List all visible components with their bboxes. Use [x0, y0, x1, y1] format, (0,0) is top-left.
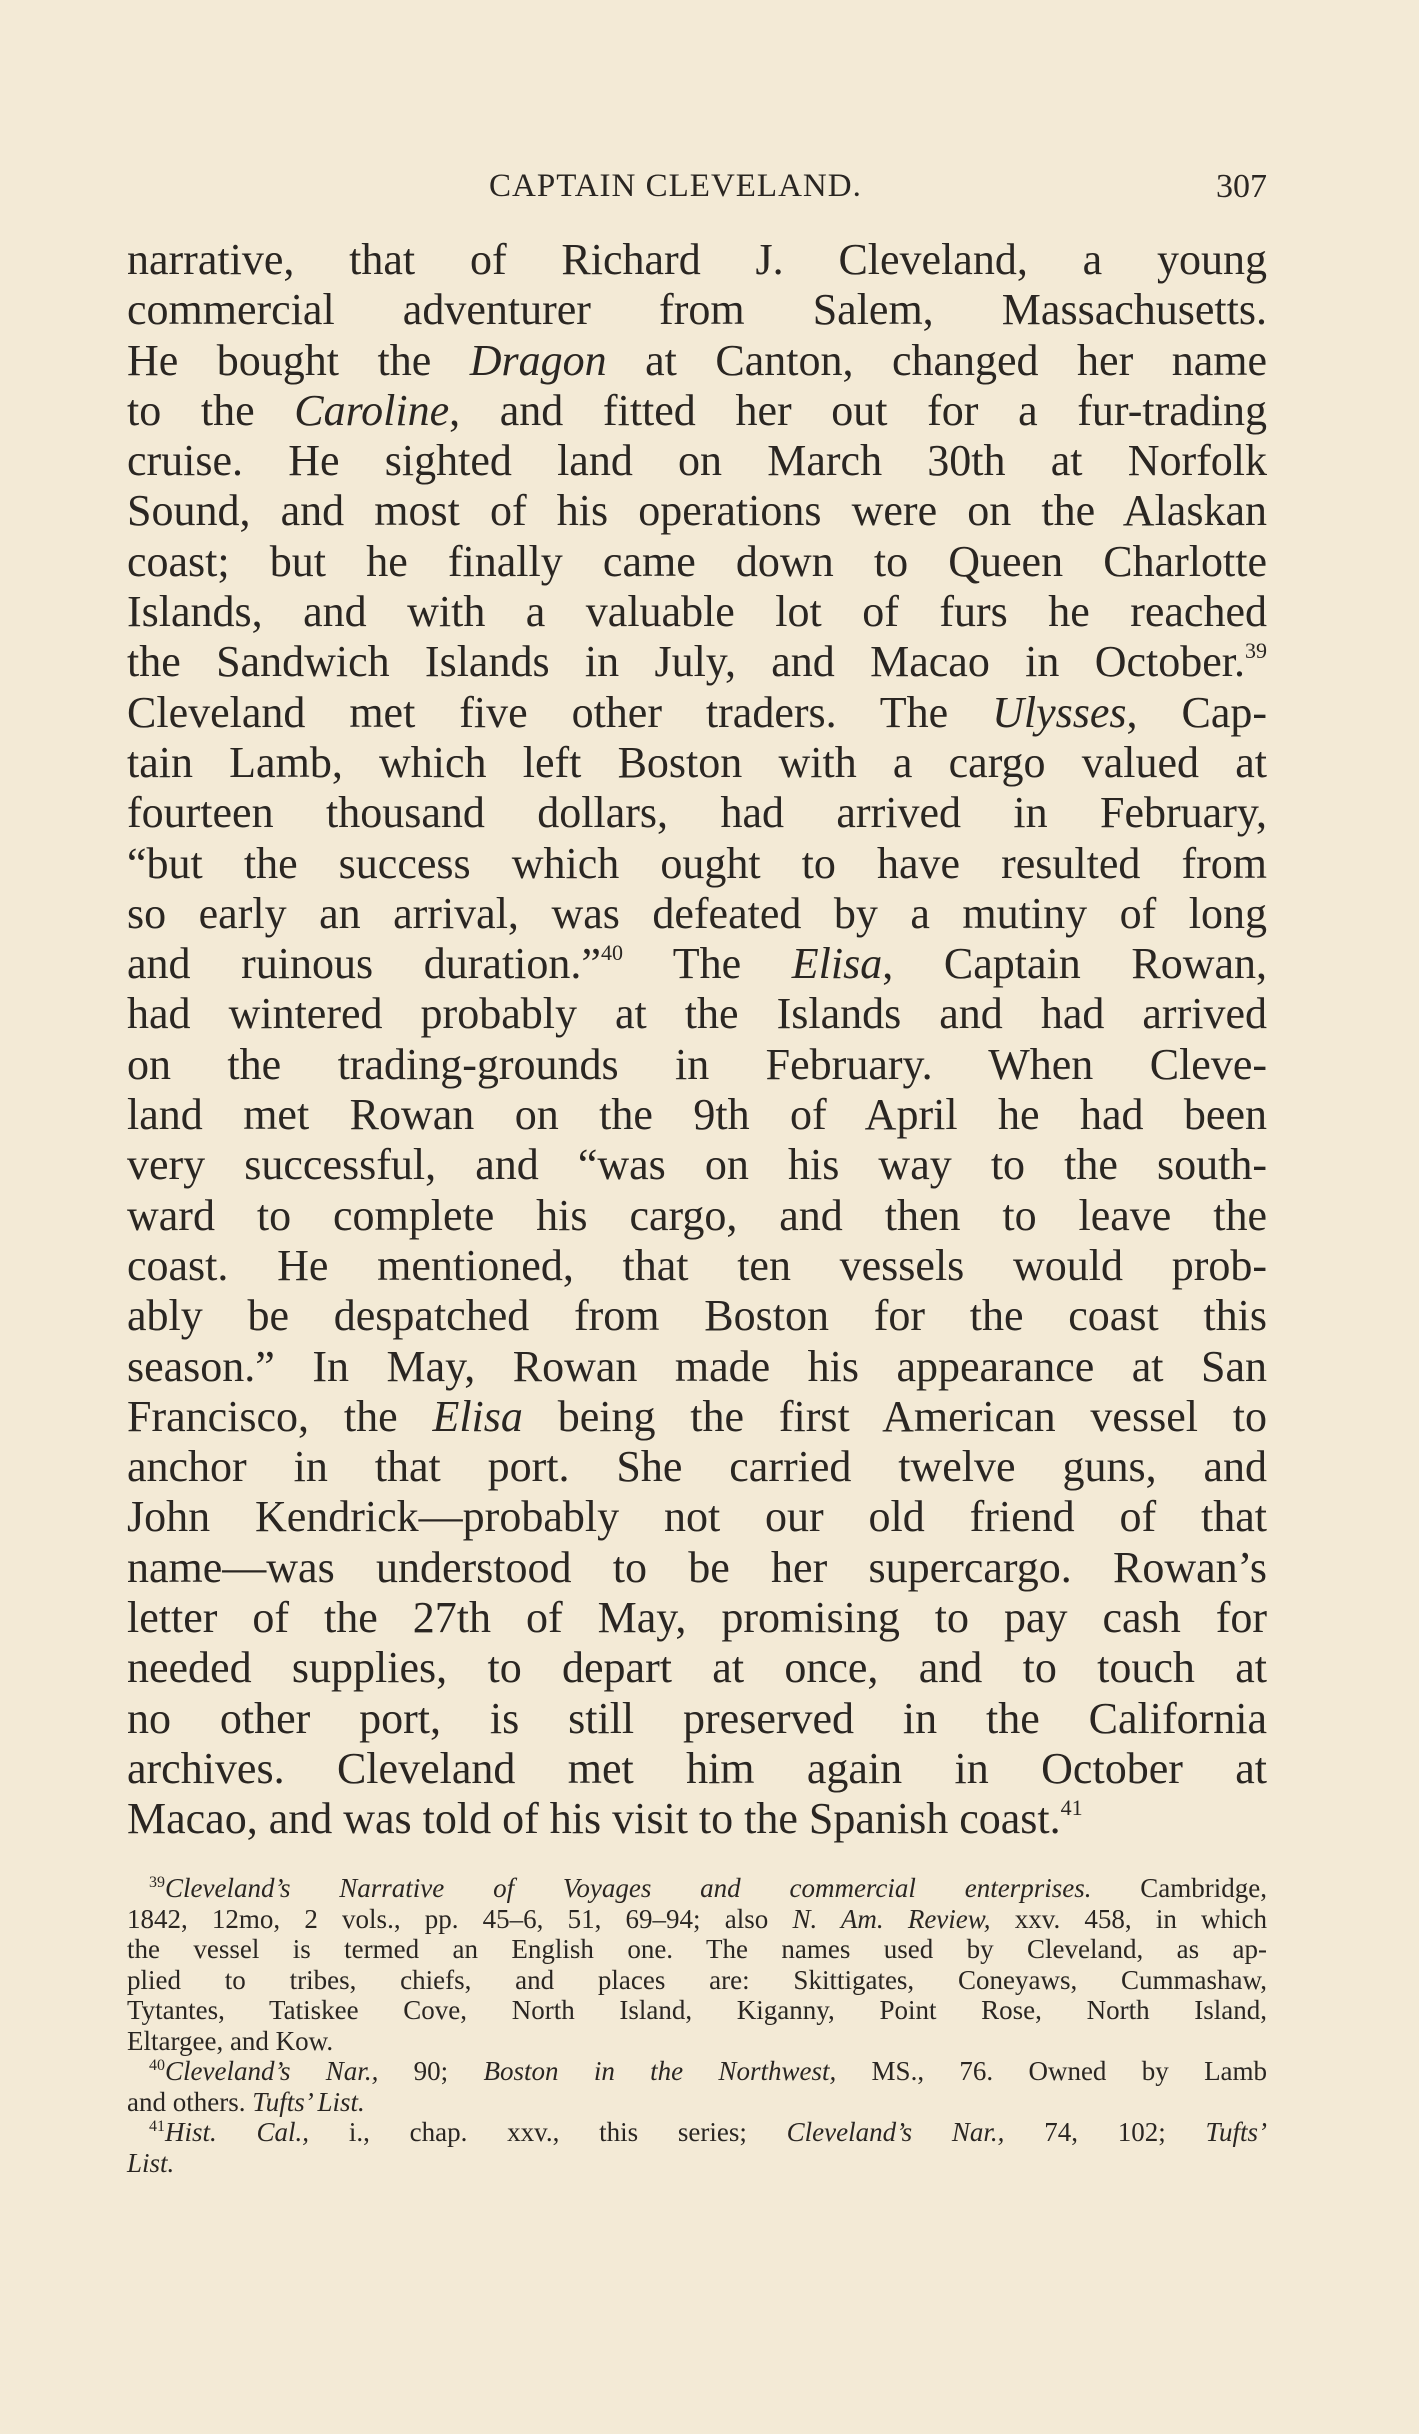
text-line: Cleveland met five other traders. The Ulysses, Cap-	[127, 687, 1268, 737]
footnote-number: 39	[149, 1874, 165, 1891]
text-line: cruise. He sighted land on March 30th at Norfolk	[127, 436, 1267, 486]
footnote-text: i., chap. xxv., this series;	[348, 2117, 747, 2147]
footnote-line	[127, 2148, 1267, 2179]
page-number: 307	[1216, 168, 1267, 205]
text-line: on the trading-grounds in February. When Cleve-	[127, 1039, 1267, 1089]
body-text	[127, 235, 1267, 1845]
citation-title: Hist. Cal.,	[165, 2117, 310, 2147]
italic-ship-name: Ulysses	[992, 687, 1127, 737]
footnote-line: the vessel is termed an English one. The names used by Cleveland, as ap-	[127, 1934, 1267, 1964]
text-line: name—was understood to be her supercargo. Rowan’s	[127, 1542, 1267, 1592]
text-line: John Kendrick—probably not our old friend of that	[127, 1492, 1267, 1542]
text-line: letter of the 27th of May, promising to pay cash for	[127, 1593, 1267, 1643]
italic-ship-name: Dragon	[469, 335, 607, 385]
text-line: Sound, and most of his operations were on the Alaskan	[127, 486, 1267, 536]
citation-title: N. Am. Review,	[792, 1903, 991, 1934]
text-line: archives. Cleveland met him again in October at	[127, 1743, 1267, 1793]
footnote-text: xxv. 458, in which	[1014, 1903, 1268, 1934]
footnote-text: 90;	[413, 2056, 449, 2086]
footnote-text: 1842, 12mo, 2 vols., pp. 45–6, 51, 69–94; also	[127, 1903, 769, 1934]
text-line: anchor in that port. She carried twelve guns, and	[127, 1442, 1267, 1492]
footnote-number: 40	[149, 2057, 165, 2074]
running-title: CAPTAIN CLEVELAND.	[489, 168, 862, 204]
footnote-text: and others.	[127, 2086, 246, 2117]
text-line: He bought the Dragon at Canton, changed her name	[127, 335, 1267, 385]
footnote-line	[127, 1904, 1267, 1935]
text-line: narrative, that of Richard J. Cleveland, a young	[127, 235, 1267, 284]
citation-title: Boston in the Northwest,	[483, 2056, 837, 2086]
citation-title: Cleveland’s Narrative of Voyages and commercial enterprises.	[165, 1873, 1092, 1903]
footnotes	[127, 1873, 1267, 2178]
text-line: tain Lamb, which left Boston with a cargo valued at	[127, 737, 1267, 787]
text-line: had wintered probably at the Islands and had arrived	[127, 989, 1267, 1039]
italic-ship-name: Elisa	[791, 939, 883, 989]
italic-ship-name: Elisa	[432, 1391, 523, 1441]
italic-ship-name: Caroline	[294, 385, 450, 435]
text-line: to the Caroline, and fitted her out for a fur-trading	[127, 385, 1267, 435]
footnote-ref: 39	[1245, 638, 1267, 664]
footnote-41	[127, 2117, 1267, 2148]
footnote-line: plied to tribes, chiefs, and places are: Skittigates, Coneyaws, Cummashaw,	[127, 1964, 1267, 1995]
text-line: season.” In May, Rowan made his appearance at San	[127, 1341, 1267, 1391]
citation-title: Tufts’ List.	[252, 2086, 365, 2117]
text-line: commercial adventurer from Salem, Massachusetts.	[127, 285, 1267, 335]
footnote-line	[127, 2087, 1267, 2118]
text-line: coast. He mentioned, that ten vessels would prob-	[127, 1240, 1267, 1290]
text-line: so early an arrival, was defeated by a mutiny of long	[127, 888, 1267, 938]
text-line: ably be despatched from Boston for the coast this	[127, 1291, 1267, 1341]
footnote-number: 41	[149, 2118, 165, 2135]
footnote-ref: 41	[1060, 1795, 1083, 1821]
footnote-line: Eltargee, and Kow.	[127, 2025, 334, 2056]
footnote-line: Tytantes, Tatiskee Cove, North Island, Kiganny, Point Rose, North Island,	[127, 1995, 1267, 2025]
text-line: no other port, is still preserved in the California	[127, 1693, 1267, 1743]
text-line: and ruinous duration.”$^{40}$ The Elisa, Captain Rowan,	[127, 939, 1267, 989]
footnote-ref: 40	[600, 940, 623, 966]
footnote-39	[127, 1873, 1267, 1904]
citation-title: List.	[127, 2147, 175, 2178]
footnote-text: 74, 102;	[1044, 2117, 1166, 2147]
text-line: “but the success which ought to have resulted from	[127, 838, 1267, 888]
text-line: coast; but he finally came down to Queen Charlotte	[127, 536, 1267, 586]
footnote-text: Cambridge,	[1140, 1873, 1267, 1903]
footnote-text: MS., 76. Owned by Lamb	[871, 2056, 1268, 2086]
text-line: land met Rowan on the 9th of April he had been	[127, 1090, 1267, 1140]
citation-title: Cleveland’s Nar.,	[165, 2056, 379, 2086]
text-line: fourteen thousand dollars, had arrived in February,	[127, 788, 1267, 838]
running-head	[127, 168, 1267, 216]
text-line: the Sandwich Islands in July, and Macao in October.$^{39}$	[127, 637, 1267, 687]
text-line: very successful, and “was on his way to the south-	[127, 1140, 1267, 1190]
text-line: needed supplies, to depart at once, and to touch at	[127, 1643, 1267, 1693]
text-line: Islands, and with a valuable lot of furs he reached	[127, 587, 1267, 637]
text-line: ward to complete his cargo, and then to leave the	[127, 1190, 1267, 1240]
citation-title: Tufts’	[1205, 2117, 1268, 2147]
footnote-40	[127, 2056, 1267, 2087]
text-line: Macao, and was told of his visit to the Spanish coast.$^{41}$	[127, 1794, 1083, 1844]
text-line: Francisco, the Elisa being the first American vessel to	[127, 1391, 1267, 1441]
citation-title: Cleveland’s Nar.,	[786, 2117, 1005, 2147]
